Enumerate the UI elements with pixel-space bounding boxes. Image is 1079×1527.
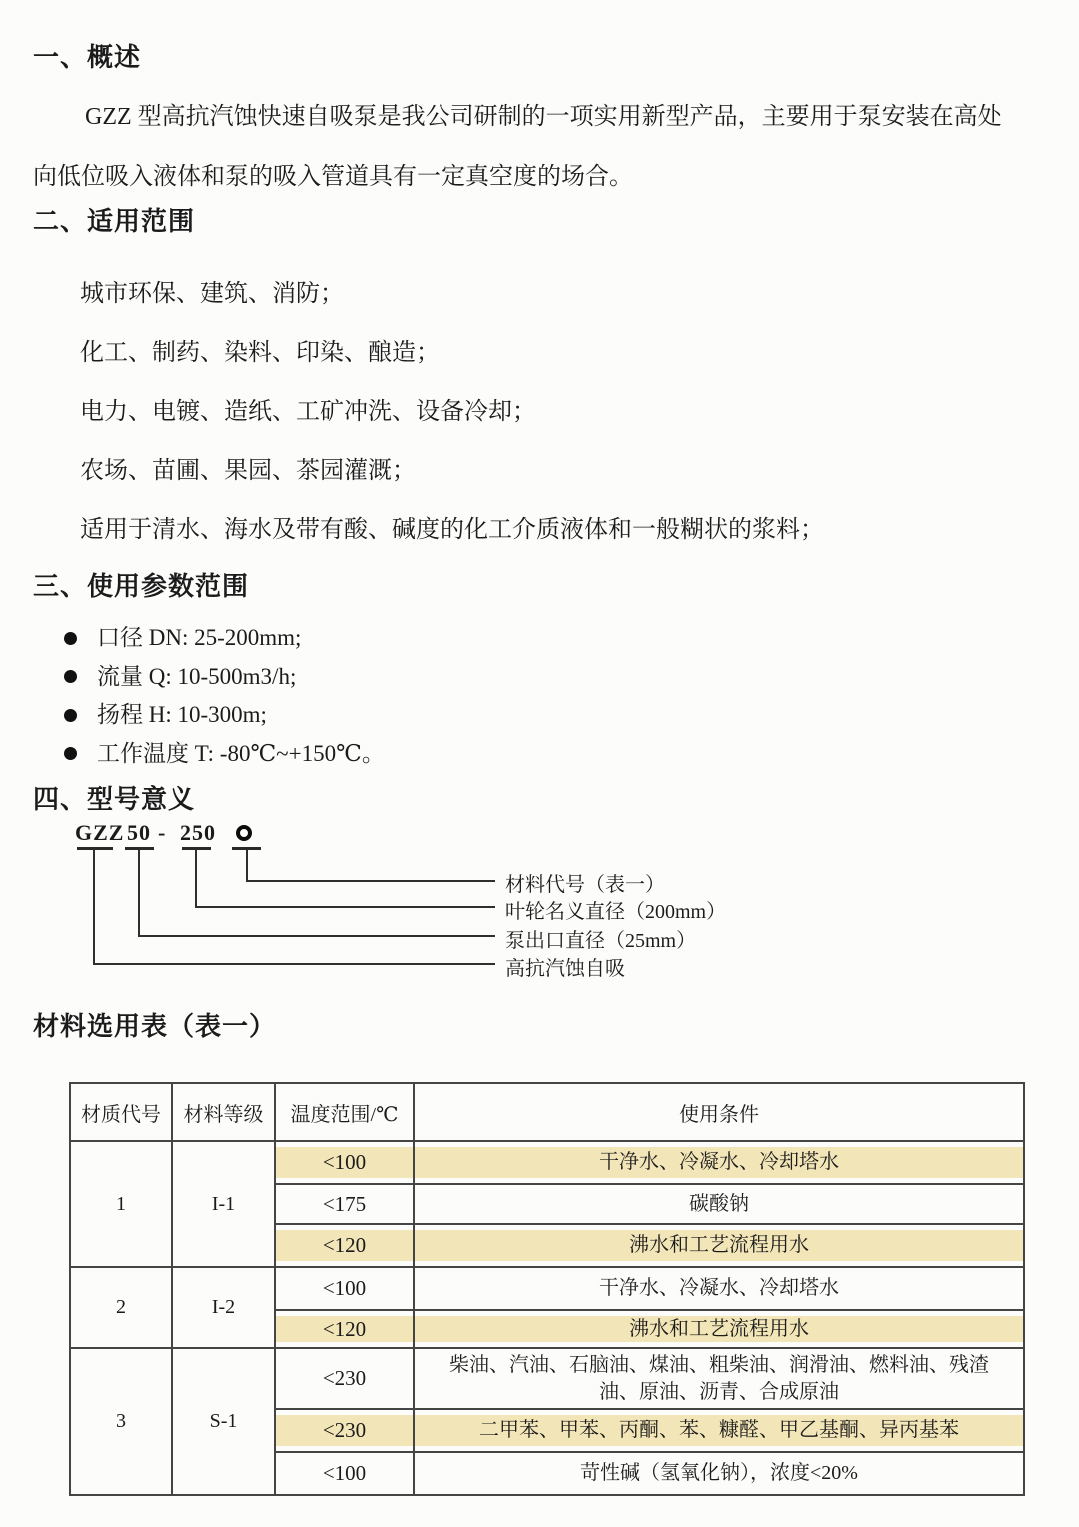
bullet-icon bbox=[64, 632, 77, 645]
section-model-heading: 四、型号意义 bbox=[33, 784, 196, 814]
column-header-use-condition: 使用条件 bbox=[414, 1083, 1024, 1141]
column-header-material-grade: 材料等级 bbox=[172, 1083, 275, 1141]
model-code-prefix: GZZ bbox=[75, 820, 125, 845]
leader-line bbox=[195, 906, 495, 908]
overview-paragraph-line-2: 向低位吸入液体和泵的吸入管道具有一定真空度的场合。 bbox=[33, 164, 633, 190]
column-header-temp-range: 温度范围/℃ bbox=[275, 1083, 414, 1141]
condition-cell: 柴油、汽油、石脑油、煤油、粗柴油、润滑油、燃料油、残渣油、原油、沥青、合成原油 bbox=[414, 1348, 1024, 1409]
section-overview-heading: 一、概述 bbox=[33, 42, 142, 72]
model-code-diagram bbox=[0, 818, 1079, 1018]
overview-paragraph-line-1: GZZ 型高抗汽蚀快速自吸泵是我公司研制的一项实用新型产品，主要用于泵安装在高处 bbox=[85, 104, 1002, 130]
section-parameters-heading: 三、使用参数范围 bbox=[33, 571, 250, 601]
material-grade-cell: I-2 bbox=[172, 1267, 275, 1348]
condition-cell: 沸水和工艺流程用水 bbox=[414, 1224, 1024, 1267]
model-code-outlet: 50 bbox=[127, 820, 151, 845]
parameter-item bbox=[64, 735, 385, 774]
temp-cell: <100 bbox=[275, 1141, 414, 1184]
leader-line bbox=[246, 849, 248, 880]
material-code-cell: 2 bbox=[70, 1267, 172, 1348]
table-row bbox=[70, 1267, 1024, 1310]
condition-cell: 苛性碱（氢氧化钠），浓度<20% bbox=[414, 1452, 1024, 1495]
table-row bbox=[70, 1141, 1024, 1184]
leader-line bbox=[93, 849, 95, 963]
material-grade-cell: S-1 bbox=[172, 1348, 275, 1495]
temp-cell: <175 bbox=[275, 1184, 414, 1224]
condition-cell: 沸水和工艺流程用水 bbox=[414, 1310, 1024, 1348]
material-grade-cell: I-1 bbox=[172, 1141, 275, 1267]
parameter-text: 工作温度 T: -80℃~+150℃。 bbox=[97, 740, 385, 766]
scope-list bbox=[80, 265, 824, 560]
table-row bbox=[70, 1348, 1024, 1409]
material-code-ring-icon bbox=[236, 825, 252, 841]
diagram-label-impeller-diameter: 叶轮名义直径（200mm） bbox=[505, 901, 727, 923]
parameter-item bbox=[64, 619, 385, 658]
leader-line bbox=[93, 963, 495, 965]
table-header-row bbox=[70, 1083, 1024, 1141]
condition-cell: 碳酸钠 bbox=[414, 1184, 1024, 1224]
scope-item: 城市环保、建筑、消防； bbox=[80, 281, 344, 307]
leader-line bbox=[246, 880, 495, 882]
parameter-text: 流量 Q: 10-500m3/h; bbox=[97, 663, 297, 689]
parameter-text: 口径 DN: 25-200mm; bbox=[97, 625, 302, 650]
material-code-cell: 1 bbox=[70, 1141, 172, 1267]
leader-line bbox=[138, 849, 140, 935]
parameter-text: 扬程 H: 10-300m; bbox=[97, 702, 267, 727]
diagram-label-material-code: 材料代号（表一） bbox=[505, 874, 665, 896]
temp-cell: <100 bbox=[275, 1267, 414, 1310]
temp-cell: <120 bbox=[275, 1310, 414, 1348]
bullet-icon bbox=[64, 709, 77, 722]
diagram-label-outlet-diameter: 泵出口直径（25mm） bbox=[505, 930, 697, 952]
condition-cell: 二甲苯、甲苯、丙酮、苯、糠醛、甲乙基酮、异丙基苯 bbox=[414, 1409, 1024, 1452]
parameter-item bbox=[64, 658, 385, 697]
temp-cell: <100 bbox=[275, 1452, 414, 1495]
model-code-dash: - bbox=[158, 820, 167, 845]
temp-cell: <230 bbox=[275, 1409, 414, 1452]
material-table-heading: 材料选用表（表一） bbox=[33, 1011, 277, 1041]
scope-item: 电力、电镀、造纸、工矿冲洗、设备冷却； bbox=[80, 399, 536, 425]
leader-line bbox=[138, 935, 495, 937]
column-header-material-code: 材质代号 bbox=[70, 1083, 172, 1141]
parameter-item bbox=[64, 696, 385, 735]
bullet-icon bbox=[64, 670, 77, 683]
scope-item: 化工、制药、染料、印染、酿造； bbox=[80, 340, 440, 366]
section-scope-heading: 二、适用范围 bbox=[33, 206, 196, 236]
condition-cell: 干净水、冷凝水、冷却塔水 bbox=[414, 1141, 1024, 1184]
parameters-list bbox=[64, 619, 385, 773]
scope-item: 适用于清水、海水及带有酸、碱度的化工介质液体和一般糊状的浆料； bbox=[80, 517, 824, 543]
model-code-impeller: 250 bbox=[180, 820, 216, 845]
diagram-label-pump-type: 高抗汽蚀自吸 bbox=[505, 958, 625, 980]
tick-under-prefix bbox=[77, 847, 113, 850]
temp-cell: <120 bbox=[275, 1224, 414, 1267]
leader-line bbox=[195, 849, 197, 906]
material-selection-table bbox=[69, 1082, 1025, 1496]
material-code-cell: 3 bbox=[70, 1348, 172, 1495]
temp-cell: <230 bbox=[275, 1348, 414, 1409]
bullet-icon bbox=[64, 747, 77, 760]
scope-item: 农场、苗圃、果园、茶园灌溉； bbox=[80, 458, 416, 484]
condition-cell: 干净水、冷凝水、冷却塔水 bbox=[414, 1267, 1024, 1310]
